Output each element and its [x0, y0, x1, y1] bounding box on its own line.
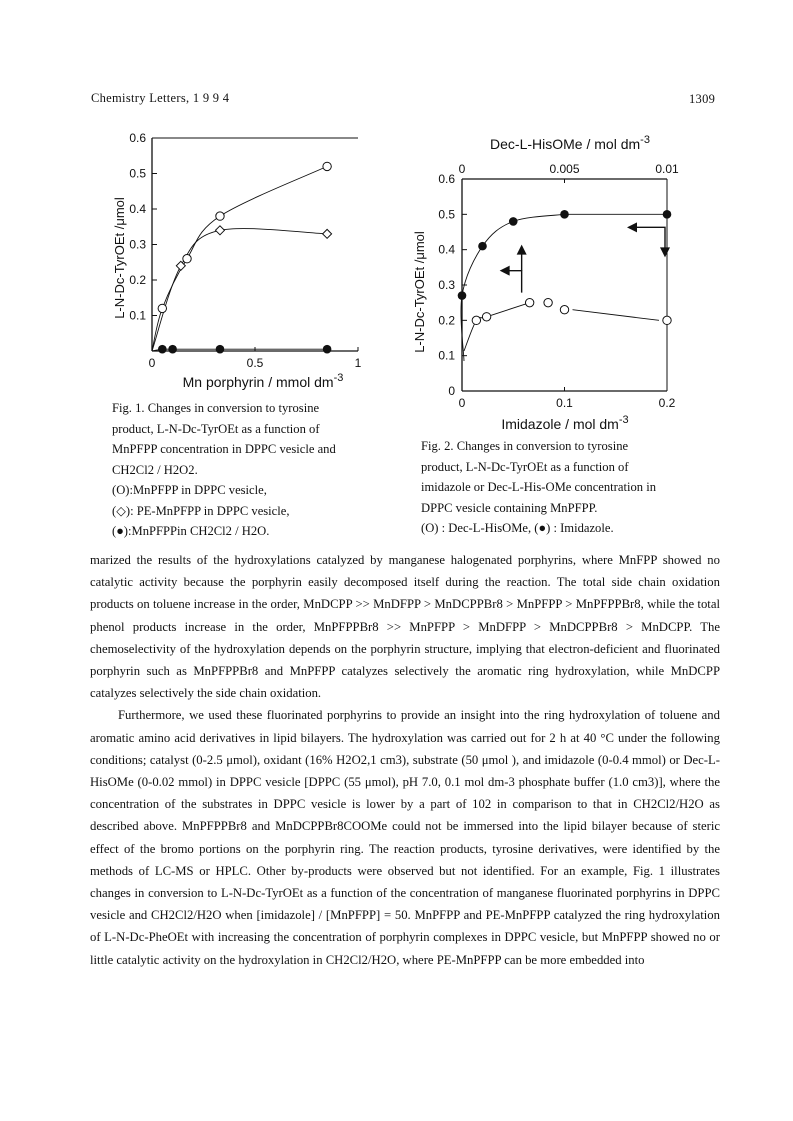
fig1-caption-line: MnPFPP concentration in DPPC vesicle and: [112, 442, 336, 456]
fig2-y-tick-label: 0.6: [438, 172, 455, 186]
fig1-y-tick-label: 0.4: [129, 202, 146, 216]
fig1-marker: [168, 345, 177, 354]
fig2-caption-line: DPPC vesicle containing MnPFPP.: [421, 500, 598, 515]
fig2-caption-line: Fig. 2. Changes in conversion to tyrosine: [421, 439, 629, 453]
fig1-y-tick-label: 0.1: [129, 308, 146, 323]
fig1-caption-line: CH2Cl2 / H2O2.: [112, 462, 198, 477]
fig2-y-tick-label: 0.2: [438, 313, 455, 328]
fig1-caption-line: (O):MnPFPP in DPPC vesicle,: [112, 483, 267, 497]
fig2-marker: [482, 313, 490, 321]
fig2-marker: [663, 210, 672, 219]
fig1-x-tick-label: 1: [354, 356, 362, 370]
fig2-marker: [560, 210, 569, 219]
body-paragraph: marized the results of the hydroxylations catalyzed by manganese halogenated porphyrins, where MnFPP showed no catalytic activity because the porphyrin easily decomposed itself during the reaction. The total side chain oxidation products on toluene increase in the order, MnDCPP >> MnDFPP > MnDCPPBr8 > MnPFPP > MnPFPPBr8, while the total phenol products increase in the order, MnPFPPBr8 >> MnPFPP > MnDFPP > MnDCPPBr8 > MnDCPP. The chemoselectivity of the hydroxylation depends on the porphyrin structure, implying that electron-deficient and fluorinated porphyrin such as MnPFPPBr8 and MnPFPP catalyzes selectively the aromatic ring hydroxylation, while MnDCPP catalyzes selectively the side chain oxidation.: [90, 553, 720, 701]
fig2-caption: [421, 436, 656, 539]
fig1-marker: [323, 229, 332, 238]
fig2-x-axis-label: Imidazole / mol $dm^{-3}$: [501, 414, 629, 432]
fig2-curves: [461, 214, 667, 361]
fig2-x-tick-label: 0.2: [658, 396, 676, 410]
fig2-arrowhead-right: [627, 222, 637, 232]
fig1-chart: [100, 120, 400, 400]
fig2-top-tick-label: 0.005: [549, 162, 580, 176]
fig2-marker: [544, 298, 552, 306]
page-number: 1309: [689, 92, 716, 106]
fig1-x-tick-label: 0.5: [246, 356, 264, 370]
journal-header: Chemistry Letters, 1 9 9 4: [91, 91, 230, 105]
fig1-marker: [158, 304, 166, 312]
fig2-caption-line: product, L-N-Dc-TyrOEt as a function of: [421, 459, 629, 474]
fig1-caption-line: (◇): PE-MnPFPP in DPPC vesicle,: [112, 503, 290, 518]
fig2-arrowhead-down: [660, 247, 670, 257]
fig2-top-axis-label: Dec-L-HisOMe / mol $dm^{-3}$: [490, 134, 650, 152]
fig1-marker: [176, 261, 185, 270]
fig1-marker: [323, 345, 332, 354]
fig1-y-tick-label: 0.6: [129, 131, 146, 145]
body-paragraph: Furthermore, we used these fluorinated porphyrins to provide an insight into the ring hydroxylation of toluene and aromatic amino acid derivatives in lipid bilayers. The hydroxylation was carried out for 2 h at 40 °C under the following conditions; catalyst (0-2.5 μmol), oxidant (16% H2O2,1 cm3), substrate (50 μmol ), and imidazole (0-0.4 mmol) or Dec-L-HisOMe (0-0.02 mmol) in DPPC vesicle [DPPC (55 μmol), pH 7.0, 0.1 mol dm-3 phosphate buffer (1.0 cm3)], where the concentration of the substrates in DPPC vesicle is lower by a part of 102 in comparison to that in CH2Cl2/H2O as described above. MnPFPPBr8 and MnDCPPBr8COOMe could not be immersed into the lipid bilayer because of steric effect of the bromo portions on the porphyrin ring. The reaction products, tyrosine derivatives, were identified by the methods of LC-MS or HPLC. Other by-products were observed but not identified. For an example, Fig. 1 illustrates changes in conversion to L-N-Dc-TyrOEt as a function of the concentration of manganese fluorinated porphyrins in DPPC vesicle and CH2Cl2/H2O when [imidazole] / [MnPFPP] = 50. MnPFPP and PE-MnPFPP catalyzed the ring hydroxylation of L-N-Dc-PheOEt with increasing the concentration of porphyrin complexes in DPPC vesicle, but MnPFPP showed no or little catalytic activity on the hydroxylation in CH2Cl2/H2O, where PE-MnPFPP can be more embedded into: [90, 708, 720, 967]
fig1-curve: [152, 166, 327, 351]
fig1-markers: [158, 162, 332, 353]
fig2-x-tick-label: 0: [458, 396, 466, 410]
fig2-top-tick-label: 0.01: [655, 162, 679, 176]
fig1-marker: [215, 226, 224, 235]
fig1-marker: [216, 345, 225, 354]
fig1-x-axis-label: Mn porphyrin / mmol $dm^{-3}$: [182, 372, 344, 390]
fig1-caption: [112, 398, 336, 542]
fig2-y-tick-label: 0.4: [438, 242, 455, 257]
fig2-chart: [410, 128, 710, 433]
fig2-caption-line: imidazole or Dec-L-His-OMe concentration in: [421, 480, 656, 494]
fig2-y-tick-label: 0.1: [438, 348, 455, 363]
fig2-axis-arrow-left: [508, 271, 522, 293]
fig2-curve: [573, 310, 660, 321]
fig1-y-tick-label: 0.2: [129, 273, 146, 287]
fig2-top-tick-label: 0: [458, 162, 466, 176]
fig1-y-tick-label: 0.3: [129, 237, 146, 252]
fig2-marker: [458, 291, 467, 300]
fig2-axis-arrow-right: [635, 227, 665, 249]
fig2-y-axis-label: L-N-Dc-TyrOEt /μmol: [412, 231, 427, 353]
fig2-marker: [478, 242, 487, 251]
fig1-marker: [216, 212, 224, 220]
fig2-marker: [560, 306, 568, 314]
fig2-y-tick-label: 0.3: [438, 278, 455, 292]
fig1-caption-line: product, L-N-Dc-TyrOEt as a function of: [112, 421, 320, 436]
fig2-x-tick-label: 0.1: [556, 396, 573, 410]
fig1-caption-line: (●):MnPFPPin CH2Cl2 / H2O.: [112, 524, 270, 538]
body-text: [90, 549, 720, 971]
fig2-arrows: [500, 222, 670, 292]
fig2-ticks: [438, 162, 679, 410]
fig2-marker: [525, 298, 533, 306]
fig1-curve: [152, 229, 327, 351]
fig2-y-tick-label: 0.5: [438, 207, 455, 222]
fig1-x-tick-label: 0: [148, 356, 156, 370]
fig1-y-axis-label: L-N-Dc-TyrOEt /μmol: [112, 197, 127, 319]
fig1-marker: [158, 345, 167, 354]
fig2-caption-line: (O) : Dec-L-HisOMe, (●) : Imidazole.: [421, 521, 614, 535]
fig2-curve: [461, 214, 565, 361]
fig2-curve: [464, 303, 530, 351]
fig2-arrowhead-left: [500, 266, 510, 276]
fig1-caption-line: Fig. 1. Changes in conversion to tyrosine: [112, 401, 320, 415]
fig2-marker: [509, 217, 518, 226]
fig2-y-tick-label: 0: [448, 384, 455, 398]
fig1-marker: [183, 255, 191, 263]
fig2-marker: [472, 316, 480, 324]
fig2-arrowhead-up: [517, 245, 527, 255]
fig1-marker: [323, 162, 331, 170]
fig1-y-tick-label: 0.5: [129, 166, 146, 181]
fig2-marker: [663, 316, 671, 324]
fig1-curves: [152, 166, 327, 351]
